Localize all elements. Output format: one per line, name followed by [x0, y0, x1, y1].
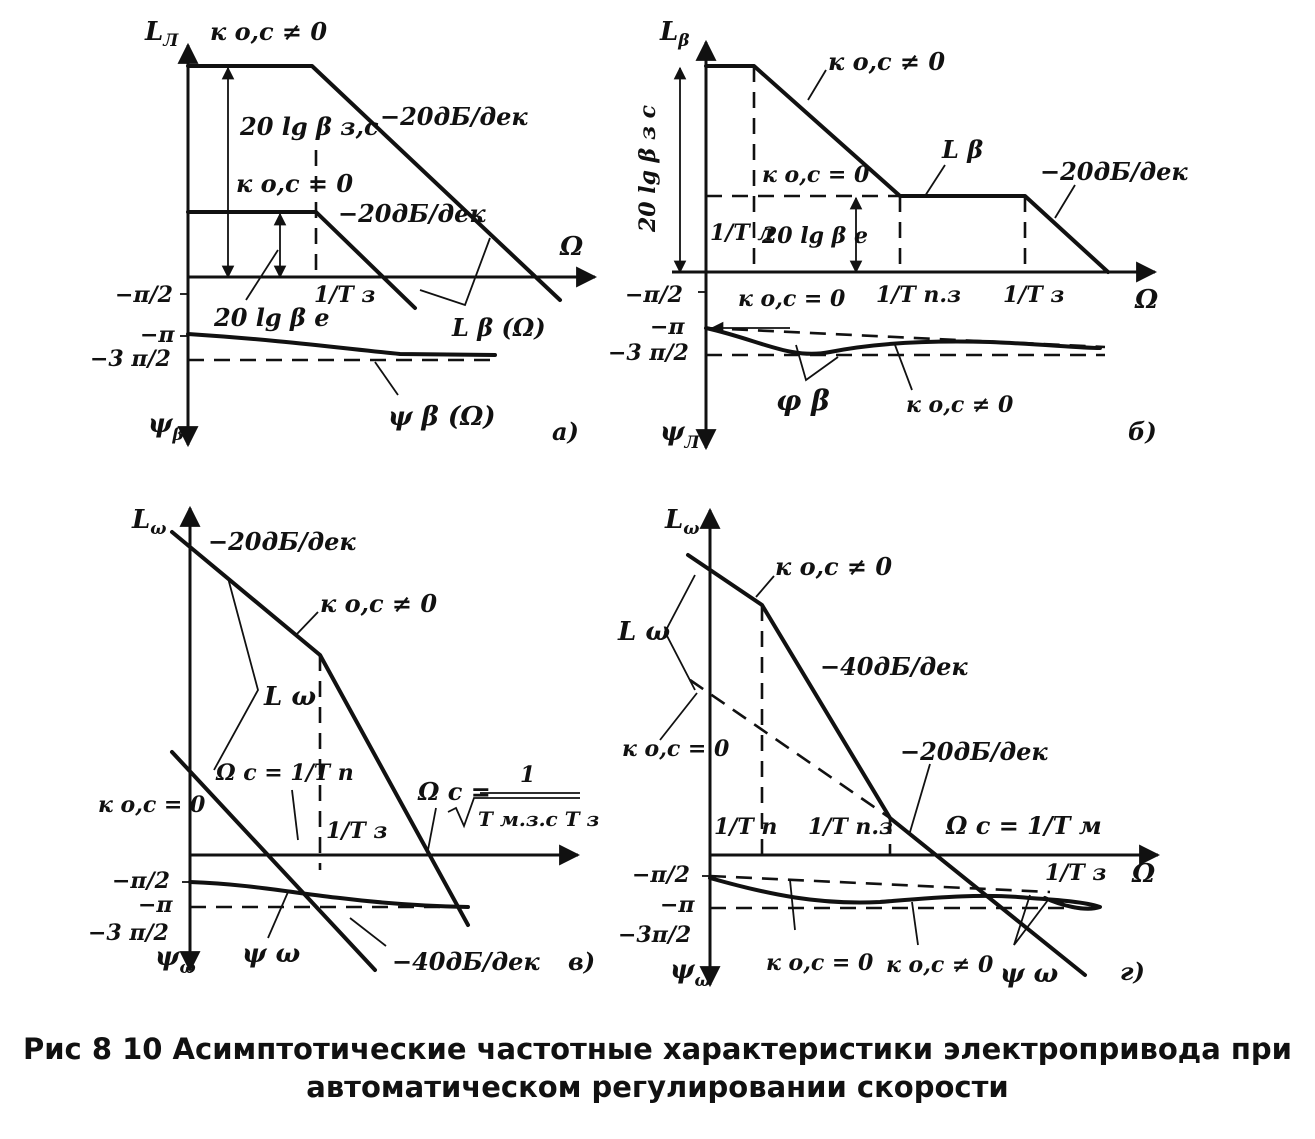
panel-b-k-ne0-phase-leader: [895, 345, 912, 390]
panel-c-frac-den: T м.з.с T з: [478, 807, 600, 831]
panel-d-omega-c: Ω c = 1/T м: [946, 811, 1102, 840]
panel-a-l-beta: L β (Ω): [452, 313, 546, 342]
panel-c-t3: 1/T з: [326, 818, 388, 844]
panel-a: [90, 17, 595, 446]
panel-d-omega: Ω: [1132, 859, 1156, 889]
panel-b-k-ne0: к о,с ≠ 0: [828, 47, 946, 76]
panel-d-l-omega: L ω: [618, 617, 671, 647]
panel-a-axis-l-label: $L_Л$: [145, 17, 179, 51]
panel-d-k-ne0-leader: [756, 576, 774, 597]
panel-c-axis-l-label: $L_\omega$: [132, 505, 167, 539]
panel-d-k-eq0: к о,с = 0: [622, 736, 730, 762]
figure-caption-line2: автоматическом регулировании скорости: [306, 1070, 1009, 1104]
panel-c-slope1: −20дБ/дек: [208, 527, 356, 556]
panel-c-phase-curve: [190, 882, 468, 907]
panel-a-lbeta-leader: [420, 238, 490, 305]
panel-c-letter: в): [568, 947, 596, 976]
panel-c-psi-leader: [268, 892, 288, 938]
panel-d-t-pz: 1/T п.з: [808, 814, 894, 840]
panel-d-t3: 1/T з: [1045, 860, 1107, 886]
panel-c-frac-num: 1: [520, 762, 536, 788]
panel-d-slope40: −40дБ/дек: [820, 652, 968, 681]
panel-d-k-ne0: к о,с ≠ 0: [775, 552, 893, 581]
panel-a-pi32: −3 π/2: [90, 346, 171, 372]
panel-d-k-eq0-leader: [660, 693, 697, 740]
panel-d-axis-psi-label: $\psi_\omega$: [670, 955, 711, 991]
panel-d-pi2: −π/2: [632, 862, 690, 888]
panel-c-l-omega: L ω: [264, 682, 317, 712]
panel-b-t-pz: 1/T п.з: [876, 282, 962, 308]
panel-b-axis-psi-label: $\psi_Л$: [660, 417, 700, 453]
panel-d-slope20-leader: [910, 764, 930, 832]
panel-d-k-eq0-phase-leader: [790, 880, 795, 930]
panel-d-k-ne0-phase-leader: [912, 902, 918, 945]
panel-a-slope2: −20дБ/дек: [338, 199, 486, 228]
panel-c-slope2: −40дБ/дек: [392, 947, 540, 976]
panel-a-t3: 1/T з: [314, 282, 376, 308]
panel-b-omega: Ω: [1135, 285, 1159, 315]
panel-b-pi2: −π/2: [625, 282, 683, 308]
panel-d-pi: −π: [660, 892, 695, 918]
panel-b-phi-beta: φ β: [776, 384, 830, 417]
panel-d-psi-omega: ψ ω: [1000, 959, 1059, 989]
panel-a-k-ne0: к о,с ≠ 0: [210, 17, 328, 46]
panel-b-t-l: 1/T л: [710, 220, 774, 246]
panel-c-slope2-leader: [350, 918, 386, 946]
panel-a-phase-curve: [188, 334, 495, 355]
panel-b-k-ne0-leader: [808, 70, 826, 100]
panel-a-letter: а): [552, 417, 579, 446]
panel-c-k-eq0: к о,с = 0: [98, 792, 206, 818]
panel-c-pi: −π: [138, 892, 173, 918]
panel-c-k-ne0: к о,с ≠ 0: [320, 589, 438, 618]
panel-b-pi32: −3 π/2: [608, 340, 689, 366]
panel-c-k-ne0-leader: [296, 612, 318, 635]
panel-c-pi32: −3 π/2: [88, 920, 169, 946]
panel-d-k-eq0-phase: к о,с = 0: [766, 950, 874, 976]
panel-d-k-ne0-phase: к о,с ≠ 0: [886, 952, 994, 978]
panel-c-omega-c1: Ω c = 1/T п: [216, 760, 354, 786]
panel-a-slope1: −20дБ/дек: [380, 102, 528, 131]
panel-a-lg-be: 20 lg β е: [214, 303, 330, 332]
panel-d: [617, 505, 1158, 991]
panel-c: [88, 505, 599, 978]
panel-d-phase-curve: [710, 878, 1100, 909]
panel-b-k-eq0-phase: к о,с = 0: [738, 286, 846, 312]
panel-c-psi-omega: ψ ω: [242, 939, 301, 969]
panel-c-omega-c2: Ω c =: [418, 777, 491, 806]
panel-b-lg-bzs: 20 lg β з с: [635, 104, 661, 232]
panel-a-psi-leader: [375, 362, 398, 395]
panel-b-t3: 1/T з: [1003, 282, 1065, 308]
panel-b-lg-be: 20 lg β е: [762, 223, 868, 249]
panel-b-slope: −20дБ/дек: [1040, 157, 1188, 186]
panel-a-lg-bzs: 20 lg β з,с: [240, 112, 379, 141]
panel-a-lg-be-leader: [246, 250, 278, 300]
panel-d-slope20: −20дБ/дек: [900, 737, 1048, 766]
panel-b-k-eq0: к о,с = 0: [762, 162, 870, 188]
panel-c-pi2: −π/2: [112, 868, 170, 894]
panel-c-omega-c2-leader: [428, 808, 436, 850]
panel-d-letter: г): [1120, 957, 1145, 986]
panel-b: [608, 17, 1188, 453]
panel-c-axis-psi-label: $\psi_\omega$: [155, 942, 196, 978]
panel-a-axis-psi-label: $\psi_\beta$: [148, 409, 184, 445]
panel-a-omega: Ω: [560, 232, 584, 262]
panel-a-pi: −π: [140, 322, 175, 348]
panel-d-axis-l-label: $L_\omega$: [665, 505, 700, 539]
panel-b-letter: б): [1128, 417, 1157, 446]
panel-d-t-p: 1/T п: [714, 814, 778, 840]
panel-b-k-ne0-phase: к о,с ≠ 0: [906, 392, 1014, 418]
panel-d-pi32: −3π/2: [618, 922, 692, 948]
panel-b-l-beta-leader: [925, 165, 945, 196]
figure-caption-line1: Рис 8 10 Асимптотические частотные характеристики электропривода при: [22, 1032, 1293, 1066]
panel-b-pi: −π: [650, 314, 685, 340]
panel-c-l-omega-leader: [214, 578, 258, 770]
panel-c-omega-c1-leader: [292, 790, 298, 840]
panel-b-l-beta: L β: [942, 135, 984, 164]
panel-a-psi-beta: ψ β (Ω): [388, 402, 496, 432]
panel-a-pi2: −π/2: [115, 282, 173, 308]
panel-b-slope-leader: [1055, 185, 1075, 218]
panel-b-axis-l-label: $L_\beta$: [660, 17, 690, 51]
panel-a-k-eq0: к о,с = 0: [236, 169, 354, 198]
